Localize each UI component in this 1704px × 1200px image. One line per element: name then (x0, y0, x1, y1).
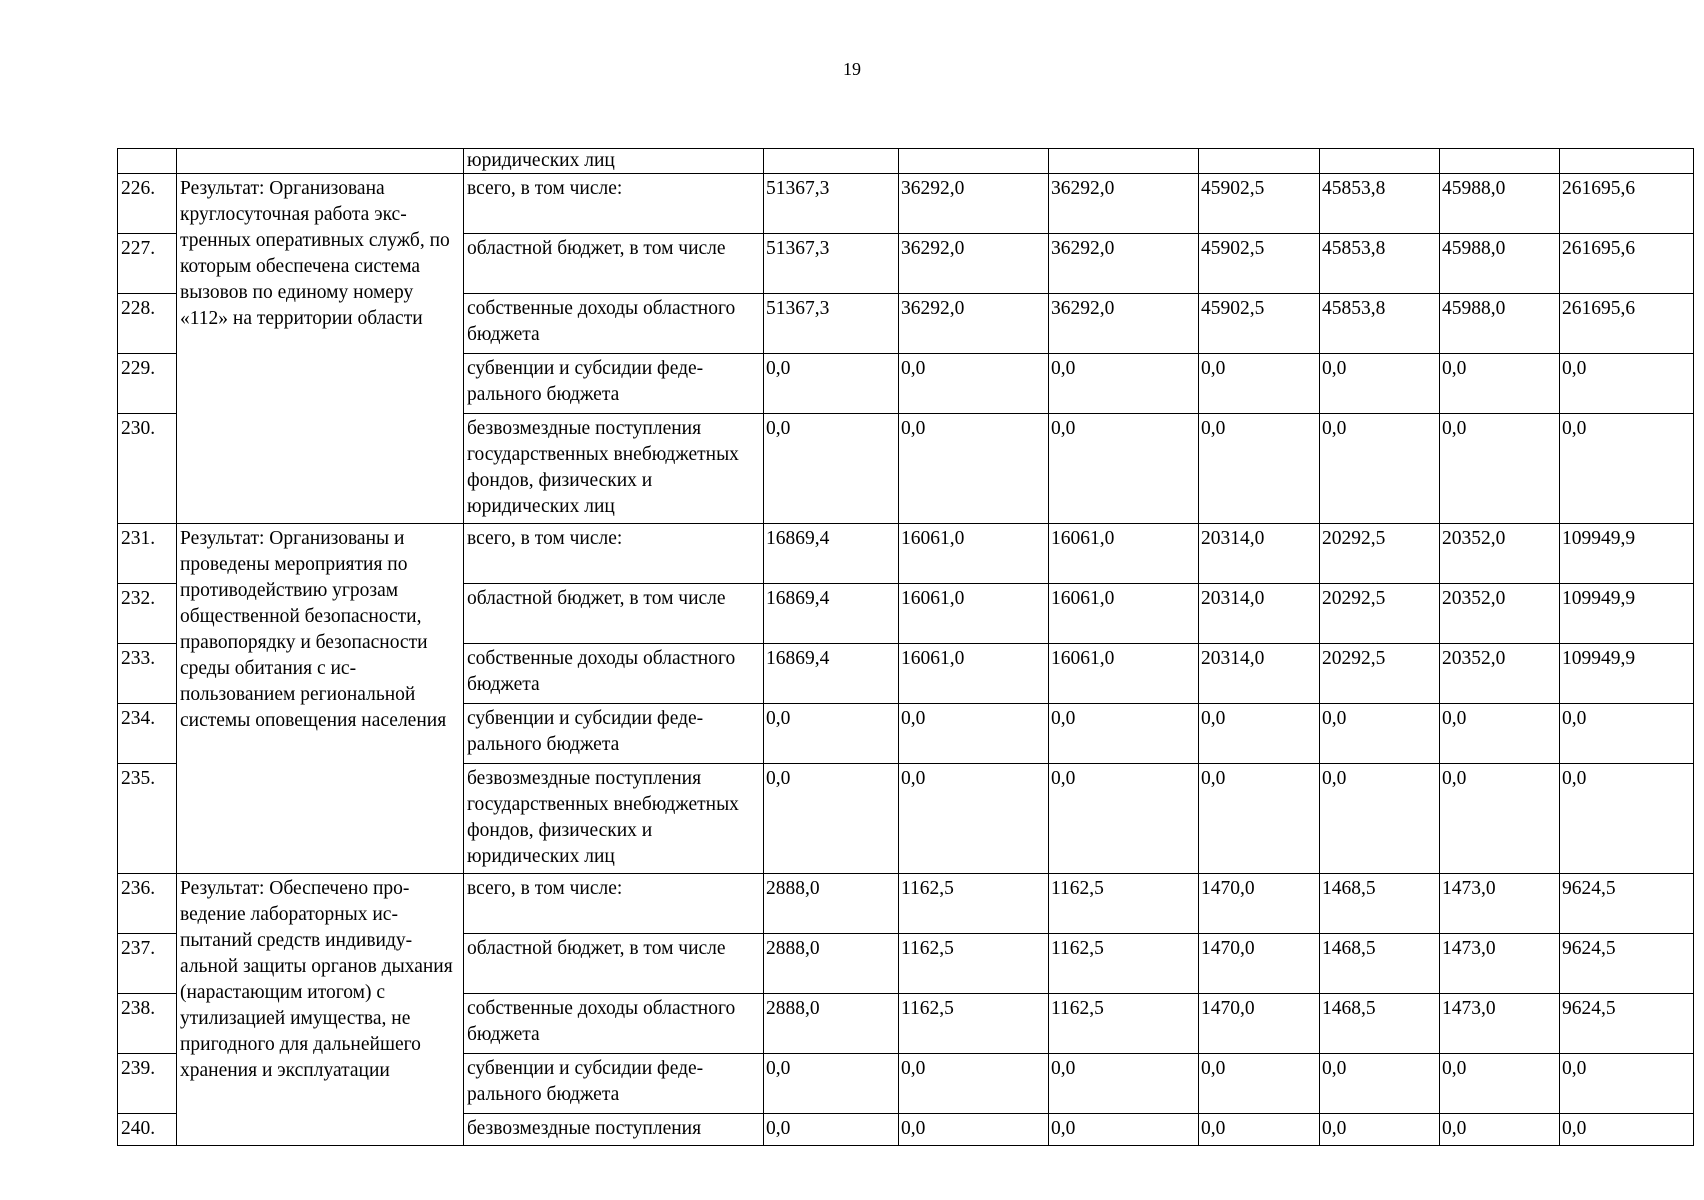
value-cell: 45902,5 (1199, 174, 1320, 234)
value-cell: 0,0 (1440, 354, 1560, 414)
page-number: 19 (843, 59, 861, 79)
value-cell: 20314,0 (1199, 524, 1320, 584)
value-cell: 45853,8 (1320, 234, 1440, 294)
value-cell (1049, 149, 1199, 174)
value-cell: 109949,9 (1560, 584, 1694, 644)
value-cell: 16869,4 (764, 524, 899, 584)
value-cell: 2888,0 (764, 874, 899, 934)
result-cell: Результат: Организована круглосуточная работа экстренных оперативных служб, по которым обеспечена система вызовов по единому номеру «112» на территории области (177, 174, 464, 524)
row-number: 227. (118, 234, 177, 294)
source-cell: областной бюджет, в том числе (464, 234, 764, 294)
value-cell: 16061,0 (1049, 584, 1199, 644)
value-cell: 0,0 (764, 1054, 899, 1114)
source-cell: всего, в том числе: (464, 874, 764, 934)
value-cell: 0,0 (1049, 1054, 1199, 1114)
value-cell: 20292,5 (1320, 524, 1440, 584)
source-cell: субвенции и субсидии федерального бюджета (464, 354, 764, 414)
value-cell: 1162,5 (899, 874, 1049, 934)
value-cell: 1468,5 (1320, 874, 1440, 934)
value-cell: 0,0 (899, 1054, 1049, 1114)
result-cell (177, 149, 464, 174)
value-cell: 0,0 (1049, 704, 1199, 764)
row-number (118, 149, 177, 174)
value-cell: 0,0 (1199, 414, 1320, 524)
value-cell: 0,0 (1440, 1054, 1560, 1114)
value-cell: 0,0 (1049, 764, 1199, 874)
source-cell: всего, в том числе: (464, 174, 764, 234)
value-cell: 0,0 (1049, 414, 1199, 524)
value-cell: 16869,4 (764, 644, 899, 704)
value-cell: 16061,0 (1049, 524, 1199, 584)
value-cell (1199, 149, 1320, 174)
value-cell: 36292,0 (1049, 174, 1199, 234)
value-cell: 1162,5 (1049, 934, 1199, 994)
value-cell: 51367,3 (764, 174, 899, 234)
row-number: 230. (118, 414, 177, 524)
value-cell: 51367,3 (764, 294, 899, 354)
value-cell: 1162,5 (1049, 874, 1199, 934)
value-cell: 0,0 (1199, 354, 1320, 414)
value-cell: 0,0 (1560, 1114, 1694, 1146)
value-cell: 16869,4 (764, 584, 899, 644)
value-cell: 0,0 (1199, 764, 1320, 874)
value-cell: 1468,5 (1320, 934, 1440, 994)
value-cell: 0,0 (899, 354, 1049, 414)
value-cell: 20292,5 (1320, 644, 1440, 704)
value-cell: 45902,5 (1199, 234, 1320, 294)
value-cell: 45902,5 (1199, 294, 1320, 354)
value-cell: 51367,3 (764, 234, 899, 294)
value-cell: 9624,5 (1560, 874, 1694, 934)
value-cell: 45853,8 (1320, 294, 1440, 354)
value-cell: 0,0 (1560, 1054, 1694, 1114)
value-cell: 45988,0 (1440, 234, 1560, 294)
value-cell: 1473,0 (1440, 874, 1560, 934)
value-cell: 0,0 (1560, 704, 1694, 764)
value-cell: 0,0 (1440, 414, 1560, 524)
value-cell (1440, 149, 1560, 174)
source-cell: субвенции и субсидии федерального бюджета (464, 704, 764, 764)
value-cell: 45853,8 (1320, 174, 1440, 234)
row-number: 235. (118, 764, 177, 874)
value-cell: 1162,5 (1049, 994, 1199, 1054)
value-cell: 20314,0 (1199, 644, 1320, 704)
value-cell: 45988,0 (1440, 174, 1560, 234)
value-cell: 2888,0 (764, 994, 899, 1054)
row-number: 237. (118, 934, 177, 994)
row-number: 233. (118, 644, 177, 704)
result-cell: Результат: Организованы и проведены мероприятия по противодействию угрозам общественной безопасности, правопорядку и безопасности среды обитания с использованием региональной системы оповещения населения (177, 524, 464, 874)
source-cell: областной бюджет, в том числе (464, 584, 764, 644)
value-cell: 1470,0 (1199, 994, 1320, 1054)
source-cell: безвозмездные поступления (464, 1114, 764, 1146)
row-number: 234. (118, 704, 177, 764)
value-cell: 20352,0 (1440, 584, 1560, 644)
value-cell: 0,0 (1560, 764, 1694, 874)
row-number: 236. (118, 874, 177, 934)
value-cell: 0,0 (1049, 354, 1199, 414)
value-cell: 0,0 (764, 354, 899, 414)
value-cell: 0,0 (1199, 1054, 1320, 1114)
budget-table (117, 148, 1694, 1146)
source-cell: собственные доходы областного бюджета (464, 644, 764, 704)
value-cell: 16061,0 (899, 524, 1049, 584)
value-cell: 0,0 (1440, 764, 1560, 874)
value-cell (764, 149, 899, 174)
value-cell (899, 149, 1049, 174)
value-cell: 20352,0 (1440, 524, 1560, 584)
source-cell: безвозмездные поступления государственных внебюджетных фондов, физических и юридических лиц (464, 764, 764, 874)
value-cell: 1473,0 (1440, 994, 1560, 1054)
row-number: 232. (118, 584, 177, 644)
value-cell: 0,0 (1320, 1054, 1440, 1114)
value-cell (1320, 149, 1440, 174)
value-cell: 1470,0 (1199, 874, 1320, 934)
value-cell: 36292,0 (1049, 234, 1199, 294)
value-cell: 1162,5 (899, 994, 1049, 1054)
source-cell: субвенции и субсидии федерального бюджета (464, 1054, 764, 1114)
table-row (118, 174, 1694, 234)
value-cell: 36292,0 (899, 174, 1049, 234)
value-cell: 0,0 (764, 414, 899, 524)
table-row (118, 874, 1694, 934)
value-cell: 0,0 (1440, 1114, 1560, 1146)
value-cell: 0,0 (899, 764, 1049, 874)
value-cell: 109949,9 (1560, 524, 1694, 584)
row-number: 226. (118, 174, 177, 234)
value-cell: 20352,0 (1440, 644, 1560, 704)
value-cell: 20292,5 (1320, 584, 1440, 644)
source-cell: юридических лиц (464, 149, 764, 174)
value-cell: 36292,0 (899, 294, 1049, 354)
value-cell: 2888,0 (764, 934, 899, 994)
source-cell: всего, в том числе: (464, 524, 764, 584)
value-cell: 9624,5 (1560, 934, 1694, 994)
value-cell: 20314,0 (1199, 584, 1320, 644)
source-cell: областной бюджет, в том числе (464, 934, 764, 994)
value-cell: 261695,6 (1560, 174, 1694, 234)
source-cell: собственные доходы областного бюджета (464, 294, 764, 354)
value-cell: 0,0 (899, 1114, 1049, 1146)
value-cell: 9624,5 (1560, 994, 1694, 1054)
value-cell: 261695,6 (1560, 234, 1694, 294)
value-cell: 0,0 (764, 1114, 899, 1146)
value-cell (1560, 149, 1694, 174)
row-number: 231. (118, 524, 177, 584)
value-cell: 0,0 (1320, 1114, 1440, 1146)
source-cell: собственные доходы областного бюджета (464, 994, 764, 1054)
value-cell: 0,0 (1560, 414, 1694, 524)
value-cell: 1470,0 (1199, 934, 1320, 994)
value-cell: 1162,5 (899, 934, 1049, 994)
value-cell: 0,0 (1440, 704, 1560, 764)
value-cell: 0,0 (764, 704, 899, 764)
value-cell: 0,0 (1320, 764, 1440, 874)
value-cell: 0,0 (899, 704, 1049, 764)
row-number: 238. (118, 994, 177, 1054)
row-number: 239. (118, 1054, 177, 1114)
value-cell: 16061,0 (1049, 644, 1199, 704)
value-cell: 0,0 (1320, 354, 1440, 414)
row-number: 229. (118, 354, 177, 414)
value-cell: 0,0 (1199, 704, 1320, 764)
row-number: 240. (118, 1114, 177, 1146)
value-cell: 1468,5 (1320, 994, 1440, 1054)
value-cell: 0,0 (1320, 704, 1440, 764)
value-cell: 261695,6 (1560, 294, 1694, 354)
value-cell: 0,0 (1320, 414, 1440, 524)
row-number: 228. (118, 294, 177, 354)
value-cell: 36292,0 (899, 234, 1049, 294)
value-cell: 0,0 (1199, 1114, 1320, 1146)
value-cell: 109949,9 (1560, 644, 1694, 704)
value-cell: 1473,0 (1440, 934, 1560, 994)
value-cell: 16061,0 (899, 584, 1049, 644)
value-cell: 0,0 (1049, 1114, 1199, 1146)
value-cell: 0,0 (764, 764, 899, 874)
value-cell: 0,0 (899, 414, 1049, 524)
value-cell: 0,0 (1560, 354, 1694, 414)
value-cell: 36292,0 (1049, 294, 1199, 354)
value-cell: 45988,0 (1440, 294, 1560, 354)
source-cell: безвозмездные поступления государственных внебюджетных фондов, физических и юридических лиц (464, 414, 764, 524)
result-cell: Результат: Обеспечено проведение лабораторных испытаний средств индивидуальной защиты органов дыхания (нарастающим итогом) с утилизацией имущества, не пригодного для дальнейшего хранения и эксплуатации (177, 874, 464, 1146)
table-row (118, 149, 1694, 174)
value-cell: 16061,0 (899, 644, 1049, 704)
table-row (118, 524, 1694, 584)
